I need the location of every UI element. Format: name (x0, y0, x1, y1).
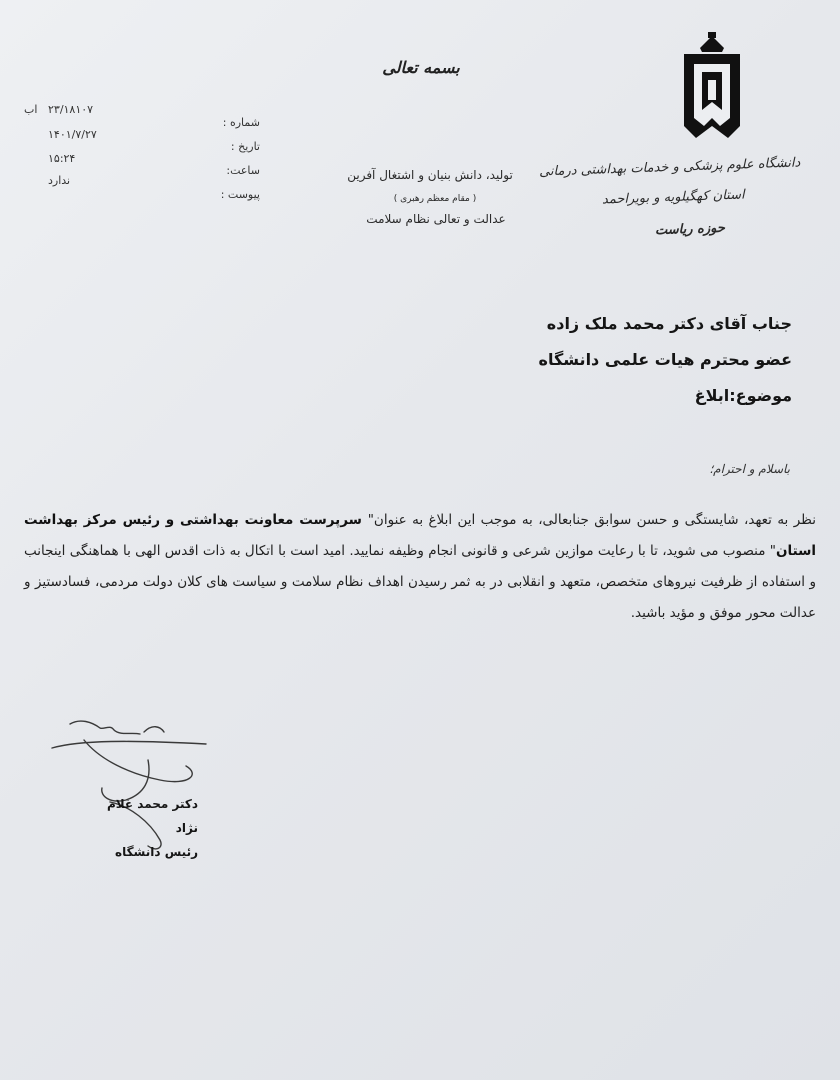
university-office-line: حوزه ریاست (654, 220, 726, 239)
number-value: ۲۳/۱۸۱۰۷ (48, 103, 94, 116)
date-label: تاریخ : (230, 140, 260, 153)
bismillah-heading: بسمه تعالی (382, 58, 460, 77)
letter-body (24, 505, 816, 629)
recipient-name: جناب آقای دکتر محمد ملک زاده (546, 314, 792, 333)
health-slogan: عدالت و تعالی نظام سلامت (366, 212, 506, 226)
year-slogan: تولید، دانش بنیان و اشتغال آفرین (347, 168, 513, 182)
attachment-value: ندارد (48, 174, 71, 187)
attachment-label: پیوست : (220, 188, 260, 201)
signer-title: رئیس دانشگاه (114, 845, 198, 859)
appointment-title: سرپرست معاونت بهداشتی و رئیس مرکز بهداشت استان (24, 512, 816, 559)
date-value: ۱۴۰۱/۷/۲۷ (48, 128, 97, 141)
number-suffix: اب (24, 103, 38, 116)
recipient-position: عضو محترم هیات علمی دانشگاه (538, 350, 792, 369)
signer-block (92, 792, 198, 864)
university-name-line1: دانشگاه علوم پزشکی و خدمات بهداشتی درمانی (538, 155, 801, 180)
time-label: ساعت: (226, 164, 260, 177)
body-part1: نظر به تعهد، شایستگی و حسن سوابق جنابعالی، به موجب این ابلاغ به عنوان" (367, 512, 816, 528)
number-label: شماره : (222, 116, 260, 129)
signer-name: دکتر محمد غلام نژاد (106, 797, 198, 835)
greeting-line: باسلام و احترام؛ (709, 462, 790, 476)
year-slogan-source: ( مقام معظم رهبری ) (393, 194, 477, 204)
university-name-line2: استان کهگیلویه و بویراحمد (602, 187, 746, 208)
body-part2: " منصوب می شوید، تا با رعایت موازین شرعی و قانونی انجام وظیفه نمایید. امید است با اتکال به ذات اقدس الهی با هماهنگی اینجانب و استفاده از ظرفیت نیروهای متخصص، متعهد و انقلابی در به ثمر رسیدن اهداف نظام سلامت و سیاست های کلان دولت مردمی، فسادستیز و عدالت محور موفق و مؤید باشید. (24, 543, 816, 621)
time-value: ۱۵:۲۴ (48, 152, 76, 165)
letter-subject: موضوع:ابلاغ (694, 386, 792, 405)
university-emblem-icon (672, 30, 752, 150)
